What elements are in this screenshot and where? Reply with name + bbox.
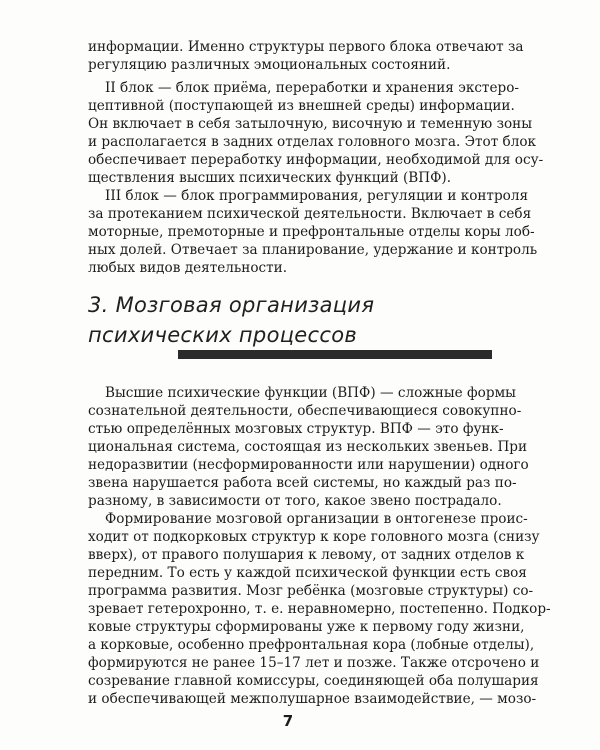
text-line: III блок — блок программирования, регуляции и контроля <box>105 188 529 204</box>
text-line: Высшие психические функции (ВПФ) — сложные формы <box>105 385 516 401</box>
text-line: сознательной деятельности, обеспечивающиеся совокупно- <box>88 403 522 419</box>
text-line: регуляцию различных эмоциональных состояний. <box>88 57 451 73</box>
text-line: разному, в зависимости от того, какое звено пострадало. <box>88 493 502 509</box>
text-line: созревание главной комиссуры, соединяющей оба полушария <box>88 673 539 689</box>
text-line: вверх), от правого полушария к левому, от задних отделов к <box>88 547 525 563</box>
heading-underline-bar <box>178 350 492 359</box>
text-line: а корковые, особенно префронтальная кора (лобные отделы), <box>88 637 535 653</box>
text-line: зревает гетерохронно, т. е. неравномерно, постепенно. Подкор- <box>88 601 551 617</box>
text-line: и располагается в задних отделах головного мозга. Этот блок <box>88 134 537 150</box>
section-heading-line1: 3. Мозговая организация <box>88 293 375 317</box>
text-line: формируются не ранее 15–17 лет и позже. Также отсрочено и <box>88 655 540 671</box>
text-line: моторные, премоторные и префронтальные отделы коры лоб- <box>88 224 535 240</box>
text-line: за протеканием психической деятельности. Включает в себя <box>88 206 532 222</box>
text-line: II блок — блок приёма, переработки и хранения экстеро- <box>105 80 519 96</box>
text-line: передним. То есть у каждой психической функции есть своя <box>88 565 527 581</box>
text-line: обеспечивает переработку информации, необходимой для осу- <box>88 152 544 168</box>
text-line: информации. Именно структуры первого блока отвечают за <box>88 39 524 55</box>
page-number: 7 <box>282 712 294 730</box>
text-line: стью определённых мозговых структур. ВПФ — это функ- <box>88 421 504 437</box>
text-line: цептивной (поступающей из внешней среды) информации. <box>88 98 515 114</box>
text-line: ковые структуры сформированы уже к первому году жизни, <box>88 619 525 635</box>
text-line: любых видов деятельности. <box>88 260 288 276</box>
section-heading-line2: психических процессов <box>88 323 358 347</box>
text-line: Он включает в себя затылочную, височную и теменную зоны <box>88 116 533 132</box>
text-line: циональная система, состоящая из нескольких звеньев. При <box>88 439 528 455</box>
text-line: ных долей. Отвечает за планирование, удержание и контроль <box>88 242 538 258</box>
text-line: ществления высших психических функций (ВПФ). <box>88 170 452 186</box>
text-line: ходит от подкорковых структур к коре головного мозга (снизу <box>88 529 540 545</box>
text-line: недоразвитии (несформированности или нарушении) одного <box>88 457 529 473</box>
text-line: Формирование мозговой организации в онтогенезе проис- <box>105 511 528 527</box>
text-line: программа развития. Мозг ребёнка (мозговые структуры) со- <box>88 583 534 599</box>
text-line: звена нарушается работа всей системы, но каждый раз по- <box>88 475 517 491</box>
text-line: и обеспечивающей межполушарное взаимодействие, — мозо- <box>88 691 537 707</box>
